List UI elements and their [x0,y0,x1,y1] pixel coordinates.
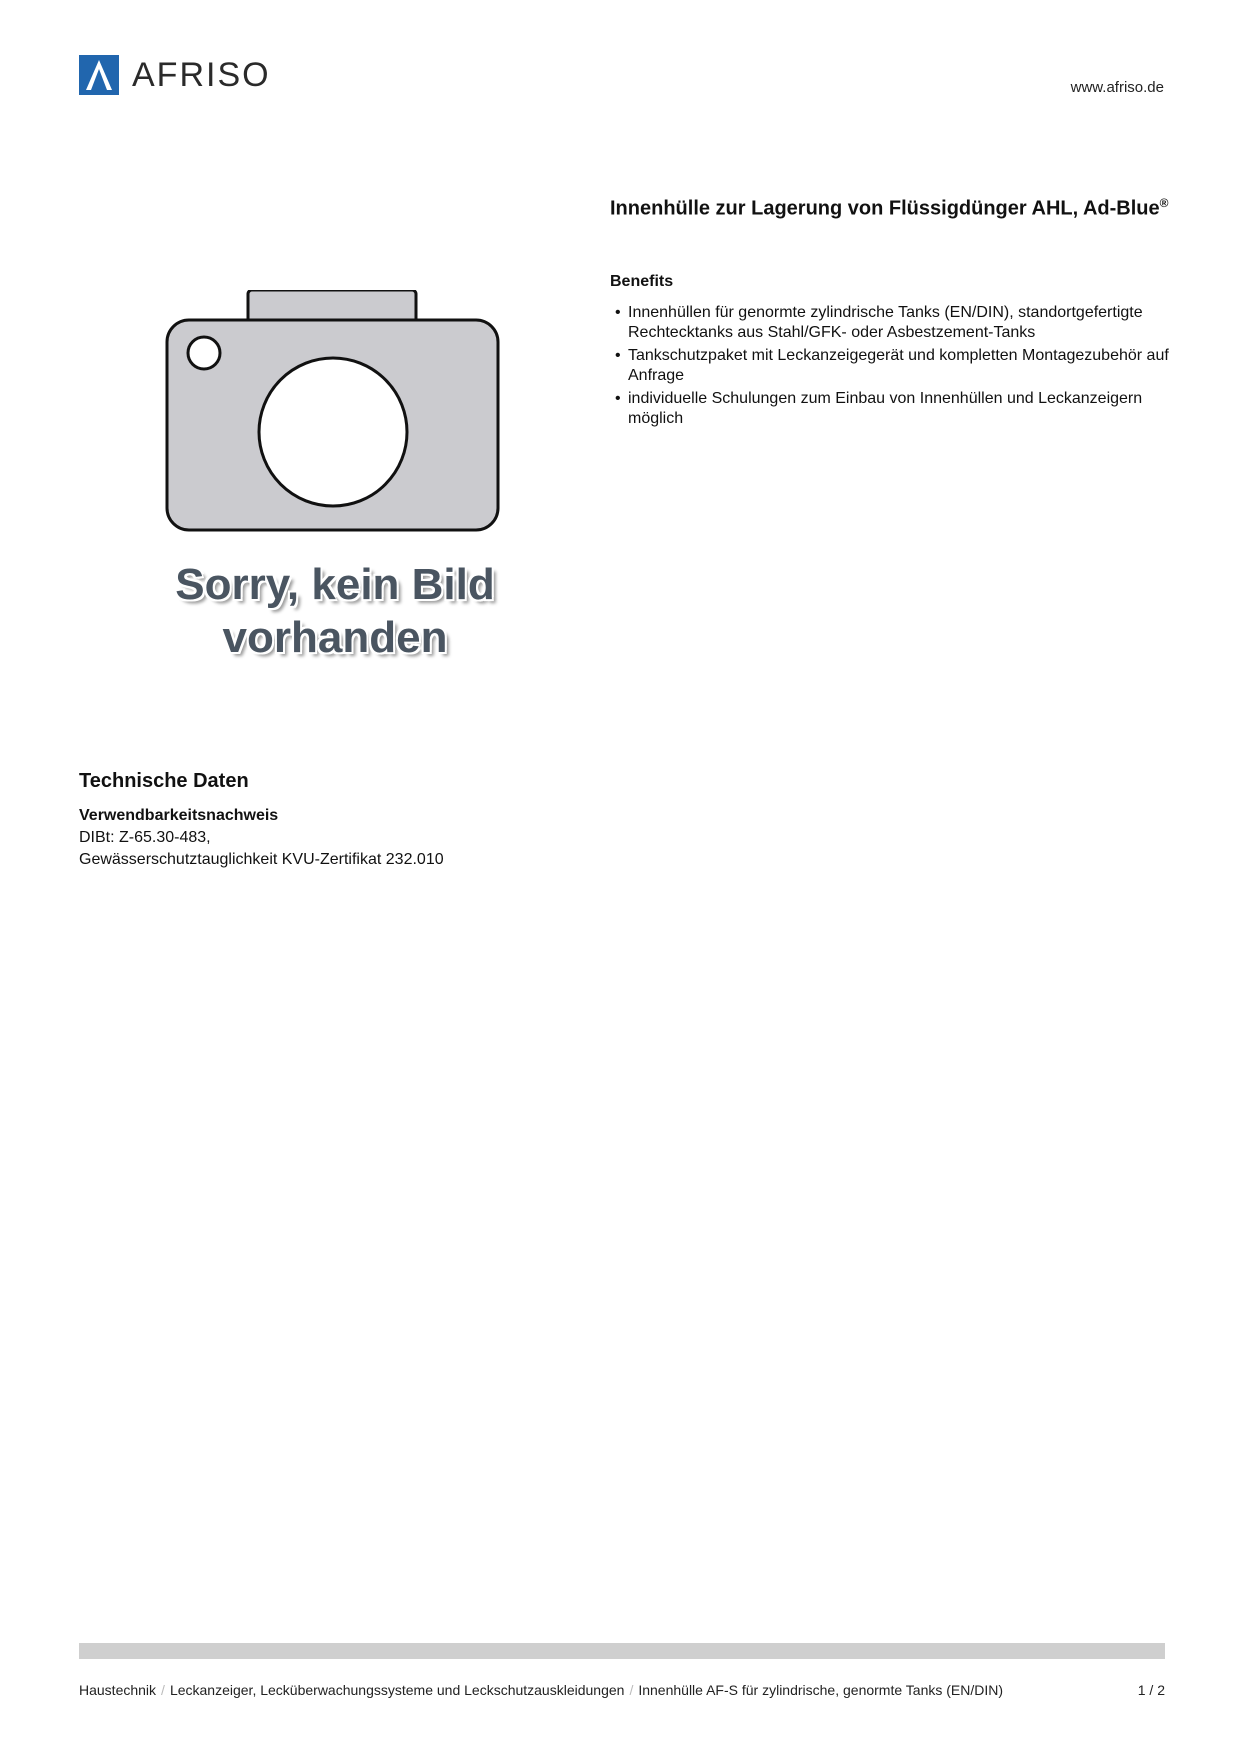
product-title [610,190,1170,222]
verification-line: Gewässerschutztauglichkeit KVU-Zertifikat 232.010 [79,851,444,868]
page-number: 1 / 2 [1137,1682,1165,1698]
benefit-text: Tankschutzpaket mit Leckanzeigegerät und kompletten Montagezubehör auf Anfrage [628,347,1169,384]
no-image-placeholder [160,290,510,670]
technical-data-heading: Technische Daten [79,770,249,792]
no-image-text-line1: Sorry, kein Bild [175,560,495,609]
benefits-list [610,303,1170,432]
camera-icon [160,290,510,540]
breadcrumb-item[interactable]: Leckanzeiger, Lecküberwachungssysteme und Leckschutzauskleidungen [169,1682,625,1698]
website-link[interactable]: www.afriso.de [1070,79,1164,96]
bullet-icon: • [615,304,621,321]
no-image-text [160,558,510,664]
no-image-text-line2: vorhanden [222,613,448,662]
product-title-text: Innenhülle zur Lagerung von Flüssigdünger AHL, Ad-Blue [610,197,1160,220]
footer-divider [79,1643,1165,1659]
verification-line: DIBt: Z-65.30-483, [79,829,211,846]
benefit-text: Innenhüllen für genormte zylindrische Tanks (EN/DIN), standortgefertigte Rechtecktanks aus Stahl/GFK- oder Asbestzement-Tanks [628,304,1143,341]
breadcrumb [79,1680,1003,1700]
brand-name: AFRISO [132,56,271,94]
benefit-item [610,346,1170,386]
benefit-item [610,389,1170,429]
benefit-item [610,303,1170,343]
registered-mark: ® [1159,196,1169,210]
breadcrumb-item[interactable]: Haustechnik [79,1682,157,1698]
breadcrumb-separator: / [161,1682,165,1698]
benefits-heading: Benefits [610,273,674,290]
benefit-text: individuelle Schulungen zum Einbau von Innenhüllen und Leckanzeigern möglich [628,390,1143,427]
afriso-logo-icon [79,55,119,95]
afriso-logo [79,55,303,97]
footer [79,1680,1165,1700]
bullet-icon: • [615,390,621,407]
bullet-icon: • [615,347,621,364]
verification-heading: Verwendbarkeitsnachweis [79,807,279,824]
breadcrumb-separator: / [629,1682,634,1698]
breadcrumb-item[interactable]: Innenhülle AF-S für zylindrische, genormte Tanks (EN/DIN) [638,1682,1004,1698]
